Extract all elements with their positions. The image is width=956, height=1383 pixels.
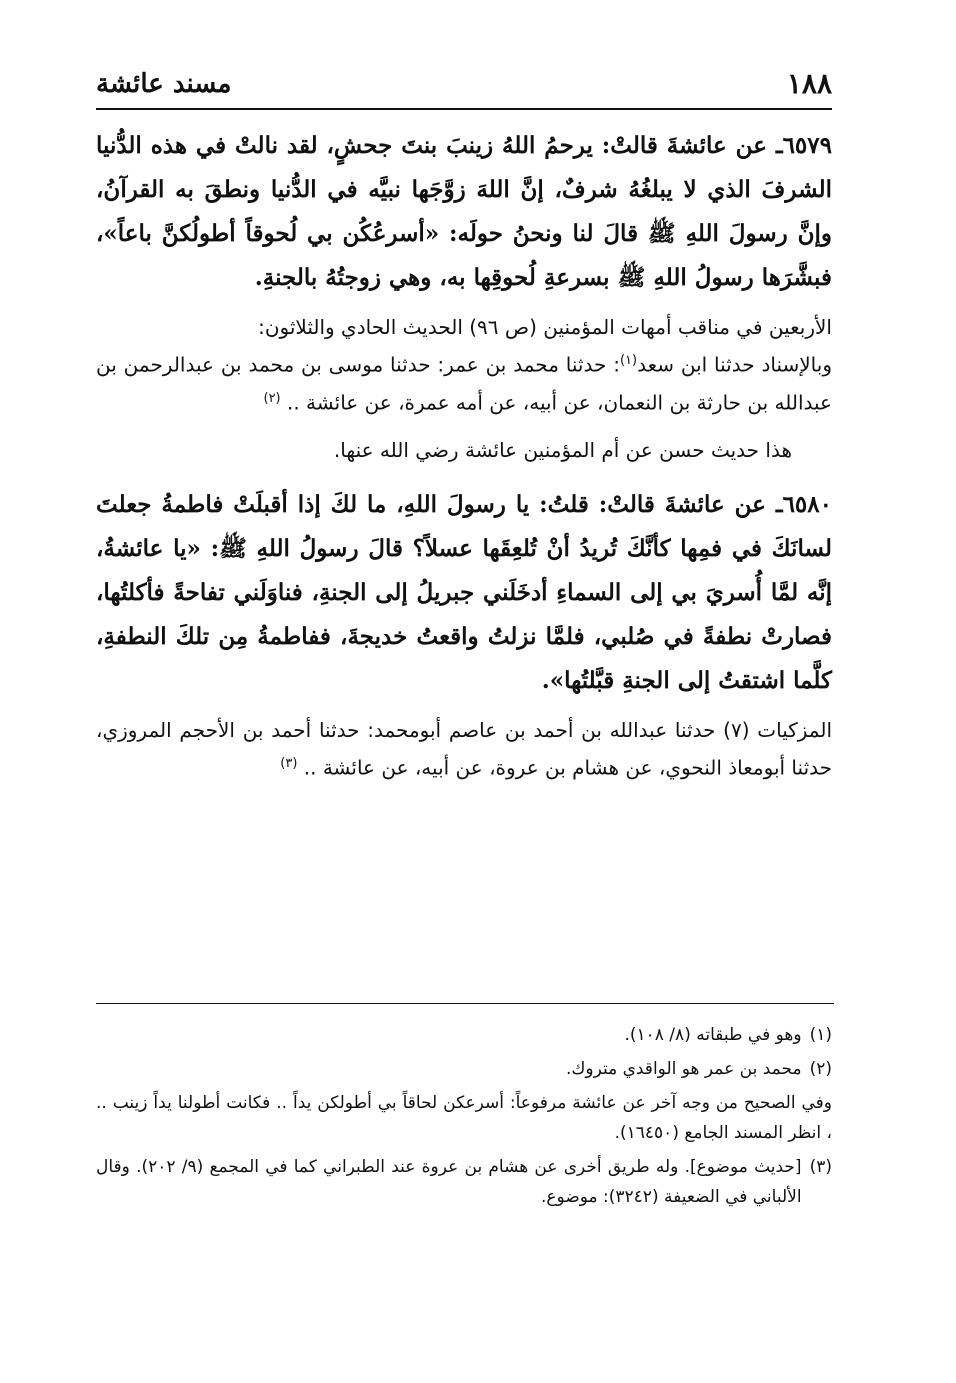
source-reference: [96, 310, 832, 419]
footnote-ref-1[interactable]: (١): [619, 353, 638, 368]
footnotes: [96, 1020, 832, 1216]
isnad-chain: : حدثنا محمد بن عمر: حدثنا موسى بن محمد بن عبدالرحمن بن عبدالله بن حارثة بن النعمان، عن أبيه، عن أمه عمرة، عن عائشة ..: [96, 352, 832, 415]
hadith-verdict: هذا حديث حسن عن أم المؤمنين عائشة رضي الله عنها.: [333, 438, 792, 463]
isnad-chain: المزكيات (٧) حدثنا عبدالله بن أحمد بن عاصم أبومحمد: حدثنا أحمد بن الأحجم المروزي، حدثنا أبومعاذ النحوي، عن هشام بن عروة، عن أبيه، عن عائشة ..: [96, 718, 833, 780]
hadith-text: ـ عن عائشةَ قالتْ: قلتُ: يا رسولَ اللهِ، ما لكَ إذا أقبلَتْ فاطمةُ جعلتَ لسانَكَ في فمِها كأنَّكَ تُريدُ أنْ تُلعِقَها عسلاً؟ قالَ رسولُ اللهِ ﷺ: «يا عائشةُ، إنَّه لمَّا أُسريَ بي إلى السماءِ أدخَلَني جبريلُ إلى الجنةِ، فناوَلَني تفاحةً فأكلتُها، فصارتْ نطفةً في صُلبي، فلمَّا نزلتُ واقعتُ خديجةَ، ففاطمةُ مِن تلكَ النطفةِ، كلَّما اشتقتُ إلى الجنةِ قبَّلتُها».: [96, 491, 832, 695]
footnote-divider: [96, 1003, 834, 1004]
footnote-3: [96, 1152, 832, 1212]
footnote-1: [96, 1020, 832, 1050]
footnote-2: [96, 1054, 832, 1084]
footnote-mark: (١): [809, 1025, 832, 1045]
footnote-mark: (٣): [809, 1157, 832, 1177]
source-reference: [96, 713, 832, 785]
page-number: ١٨٨: [786, 67, 832, 100]
footnote-ref-2[interactable]: (٢): [263, 390, 281, 406]
source-title: الأربعين في مناقب أمهات المؤمنين (ص ٩٦) الحديث الحادي والثلاثون:: [258, 315, 832, 339]
footnote-2-continued: وفي الصحيح من وجه آخر عن عائشة مرفوعاً: أسرعكن لحاقاً بي أطولكن يداً .. فكانت أطولنا يداً زينب .. ، انظر المسند الجامع (١٦٤٥٠).: [96, 1093, 832, 1143]
isnad-start: وبالإسناد حدثنا ابن سعد: [637, 352, 832, 377]
hadith-text: ـ عن عائشةَ قالتْ: يرحمُ اللهُ زينبَ بنتَ جحشٍ، لقد نالتْ في هذه الدُّنيا الشرفَ الذي لا يبلغُهُ شرفٌ، إنَّ اللهَ زوَّجَها نبيَّه في الدُّنيا ونطقَ به القرآنُ، وإنَّ رسولَ اللهِ ﷺ قالَ لنا ونحنُ حولَه: «أسرعُكُن بي لُحوقاً أطولُكنَّ باعاً»، فبشَّرَها رسولُ اللهِ ﷺ بسرعةِ لُحوقِها به، وهي زوجتُهُ بالجنةِ.: [96, 132, 832, 291]
footnote-mark: (٢): [809, 1059, 832, 1079]
main-text: [96, 124, 832, 799]
footnote-ref-3[interactable]: (٣): [280, 756, 298, 772]
footnote-text: [حديث موضوع]. وله طريق أخرى عن هشام بن عروة عند الطبراني كما في المجمع (٩/ ٢٠٢). وقال الألباني في الضعيفة (٣٢٤٢): موضوع.: [96, 1157, 802, 1207]
hadith-number: ٦٥٨٠: [782, 491, 832, 519]
footnote-text: وهو في طبقاته (٨/ ١٠٨).: [624, 1025, 802, 1045]
page-header: [96, 66, 832, 106]
hadith-6579: [96, 124, 832, 300]
header-divider: [96, 108, 832, 110]
footnote-text: محمد بن عمر هو الواقدي متروك.: [565, 1059, 802, 1079]
running-title: مسند عائشة: [96, 69, 232, 99]
hadith-number: ٦٥٧٩: [782, 132, 832, 159]
hadith-6580: [96, 483, 832, 703]
